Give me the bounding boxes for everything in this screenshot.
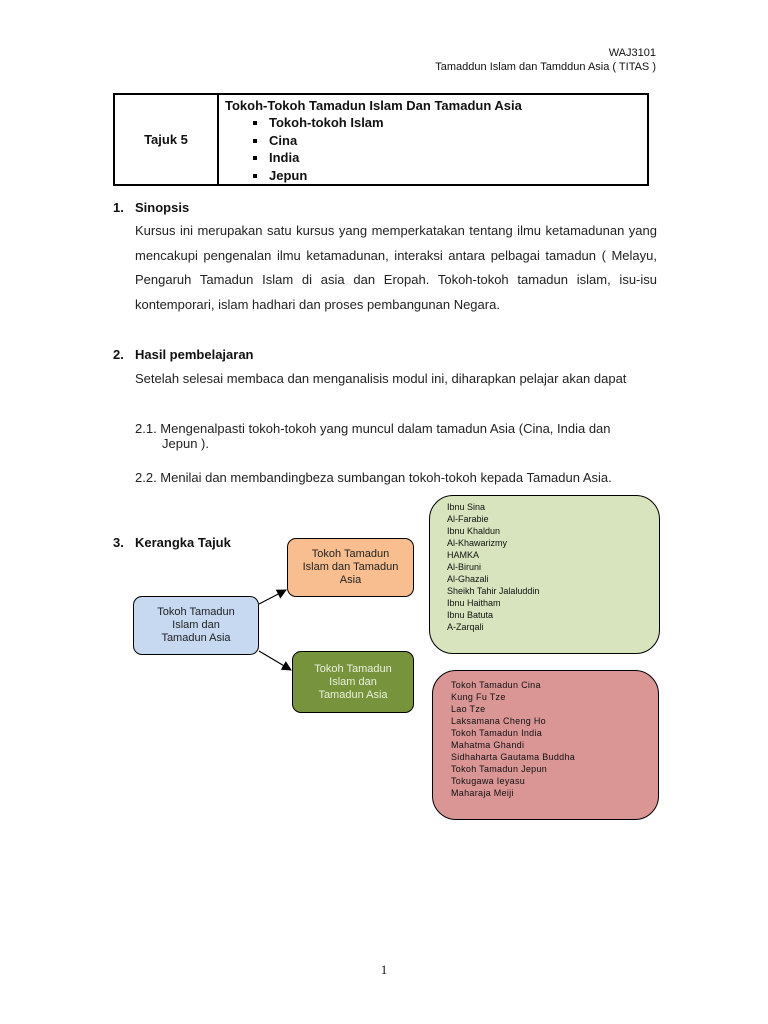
list-item: Sheikh Tahir Jalaluddin bbox=[447, 586, 540, 596]
list-item: Ibnu Khaldun bbox=[447, 526, 501, 536]
list-item: Tokoh Tamadun India bbox=[451, 728, 543, 738]
topic-bullet: Cina bbox=[225, 132, 647, 150]
list-item: Al-Ghazali bbox=[447, 574, 489, 584]
list-item: Ibnu Sina bbox=[447, 502, 486, 512]
section-number: 3. bbox=[113, 535, 124, 550]
section-title: Sinopsis bbox=[135, 200, 190, 215]
asia-figures-list bbox=[433, 671, 658, 799]
topic-title: Tokoh-Tokoh Tamadun Islam Dan Tamadun Asia bbox=[225, 98, 522, 113]
hasil-intro-paragraph: Setelah selesai membaca dan menganalisis modul ini, diharapkan pelajar akan dapat bbox=[135, 371, 627, 386]
page-number: 1 bbox=[380, 962, 388, 977]
learning-outcome-item: 2.1. Mengenalpasti tokoh-tokoh yang muncul dalam tamadun Asia (Cina, India dan Jepun ). bbox=[135, 421, 611, 451]
list-item: Maharaja Meiji bbox=[451, 788, 514, 798]
list-item: Ibnu Batuta bbox=[447, 610, 494, 620]
sinopsis-paragraph: Kursus ini merupakan satu kursus yang memperkatakan tentang ilmu ketamadunan yang mencakupi pengenalan ilmu ketamadunan, interaksi antara pelbagai tamadun ( Melayu, Pengaruh Tamadun Islam di asia dan Eropah. Tokoh-tokoh tamadun islam, isu-isu kontemporari, islam hadhari dan proses pembangunan Negara. bbox=[135, 223, 657, 312]
learning-outcome-item: 2.2. Menilai dan membandingbeza sumbangan tokoh-tokoh kepada Tamadun Asia. bbox=[135, 470, 612, 485]
list-item: Tokoh Tamadun Jepun bbox=[451, 764, 548, 774]
list-item: Mahatma Ghandi bbox=[451, 740, 525, 750]
list-item: Al-Farabie bbox=[447, 514, 489, 524]
list-item: Al-Biruni bbox=[447, 562, 482, 572]
arrow-to-green-node bbox=[259, 651, 291, 670]
list-item: Tokugawa Ieyasu bbox=[451, 776, 526, 786]
section-title: Hasil pembelajaran bbox=[135, 347, 254, 362]
list-item: A-Zarqali bbox=[447, 622, 484, 632]
diagram-main-node: Tokoh Tamadun Islam dan Tamadun Asia bbox=[133, 596, 259, 655]
islam-figures-list bbox=[430, 496, 659, 633]
islam-figures-box bbox=[429, 495, 660, 654]
list-item: Al-Khawarizmy bbox=[447, 538, 508, 548]
list-item: Laksamana Cheng Ho bbox=[451, 716, 546, 726]
section-number: 1. bbox=[113, 200, 124, 215]
diagram-asia-node: Tokoh Tamadun Islam dan Tamadun Asia bbox=[292, 651, 414, 713]
list-item: Kung Fu Tze bbox=[451, 692, 506, 702]
diagram-islam-node: Tokoh Tamadun Islam dan Tamadun Asia bbox=[287, 538, 414, 597]
topic-bullet: India bbox=[225, 149, 647, 167]
topic-bullet: Jepun bbox=[225, 167, 647, 185]
list-item: Lao Tze bbox=[451, 704, 486, 714]
arrow-to-orange-node bbox=[259, 590, 286, 604]
list-item: Sidhaharta Gautama Buddha bbox=[451, 752, 576, 762]
section-number: 2. bbox=[113, 347, 124, 362]
list-item: HAMKA bbox=[447, 550, 480, 560]
header-code: WAJ3101 bbox=[608, 47, 656, 59]
list-item: Tokoh Tamadun Cina bbox=[451, 680, 541, 690]
topic-label: Tajuk 5 bbox=[114, 94, 218, 185]
topic-bullet: Tokoh-tokoh Islam bbox=[225, 114, 647, 132]
section-title: Kerangka Tajuk bbox=[135, 535, 231, 550]
header-subject: Tamaddun Islam dan Tamddun Asia ( TITAS ) bbox=[435, 61, 656, 73]
asia-figures-box bbox=[432, 670, 659, 820]
list-item: Ibnu Haitham bbox=[447, 598, 501, 608]
